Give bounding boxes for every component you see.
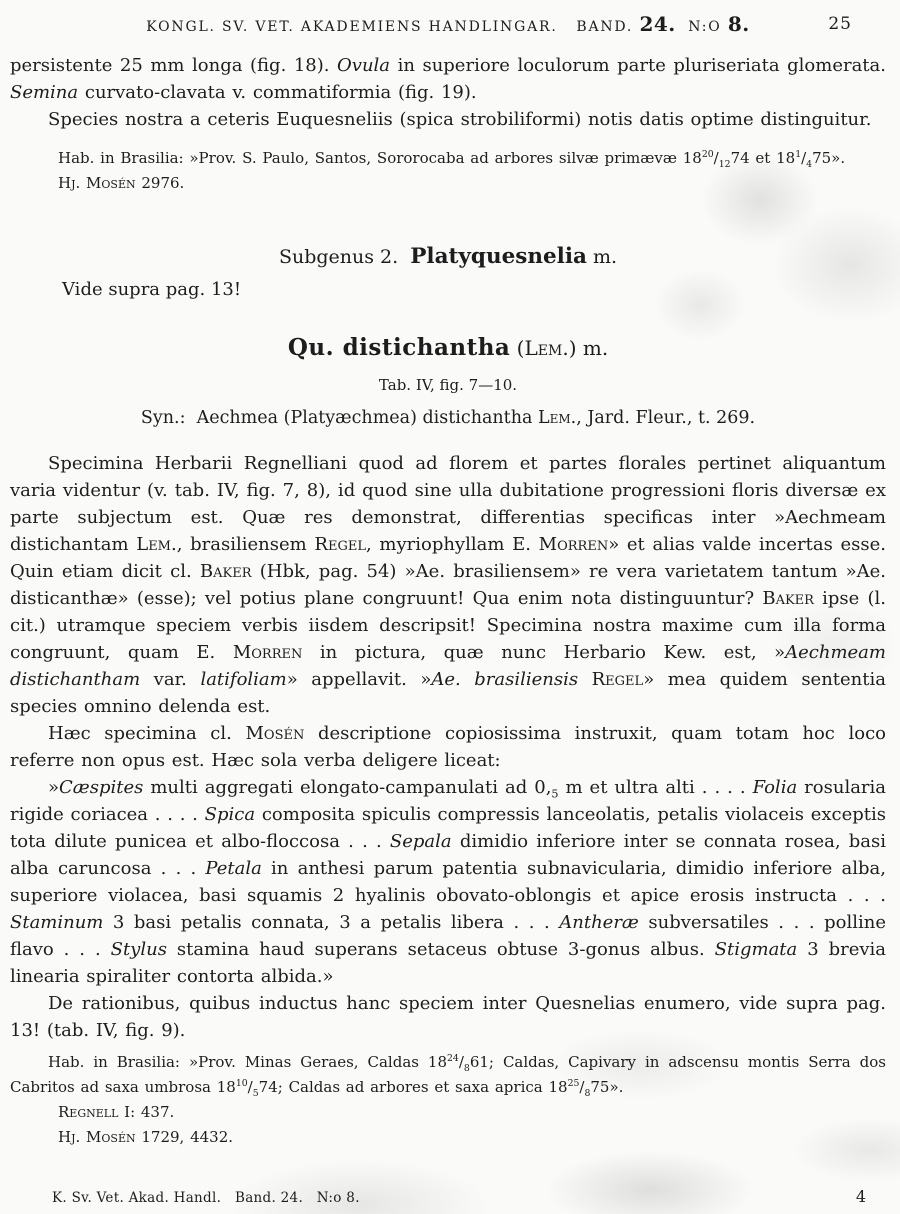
- page-footer: [52, 1187, 866, 1206]
- paragraph-caespites-description: »Cæspites multi aggregati elongato-campanulati ad $0,_5$ m et ultra alti . . . . Folia rosularia rigide coriacea . . . . Spica composita spiculis compressis lanceolatis, petalis violaceis exceptis tota dilute punicea et albo-floccosa . . . Sepala dimidio inferiore inter se connata rosea, basi alba caruncosa . . . Petala in anthesi parum patentia subnavicularia, dimidio inferiore alba, superiore violacea, basi squamis 2 hyalinis obovato-oblongis et apice erosis instructa . . . Staminum 3 basi petalis connata, 3 a petalis libera . . . Antheræ subversatiles . . . polline flavo . . . Stylus stamina haud superans setaceus obtuse 3-gonus albus. Stigmata 3 brevia linearia spiraliter contorta albida.»: [10, 777, 887, 987]
- journal-running-title: KONGL. SV. VET. AKADEMIENS HANDLINGAR. BAND. 24. N:O 8.: [146, 12, 750, 36]
- page-number: 25: [828, 14, 852, 34]
- page-header: [10, 12, 886, 38]
- paragraph-specimina: Specimina Herbarii Regnelliani quod ad florem et partes florales pertinet aliquantum varia videntur (v. tab. IV, fig. 7, 8), id quod sine ulla dubitatione progressioni floris diversæ ex parte subjectum est. Quæ res demonstrat, differentias specificas inter »Aechmeam distichantam Lem., brasiliensem Regel, myriophyllam E. Morren» et alias valde incertas esse. Quin etiam dicit cl. Baker (Hbk, pag. 54) »Ae. brasiliensem» re vera varietatem tantum »Ae. disticanthæ» (esse); vel potius plane congruunt! Qua enim nota distinguuntur? Baker ipse (l. cit.) utramque speciem verbis iisdem descripsit! Specimina nostra maxime cum illa forma congruunt, quam E. Morren in pictura, quæ nunc Herbario Kew. est, »Aechmeam distichantham var. latifoliam» appellavit. »Ae. brasiliensis Regel» mea quidem sententia species omnino delenda est.: [10, 453, 887, 717]
- vide-supra-note: Vide supra pag. 13!: [62, 279, 242, 300]
- subgenus-heading: Subgenus 2. Platyquesnelia m.: [278, 244, 618, 269]
- paragraph-ovula-semina: persistente 25 mm longa (fig. 18). Ovula in superiore loculorum parte pluriseriata glomerata. Semina curvato-clavata v. commatiformia (fig. 19).: [10, 55, 886, 103]
- species-heading: Qu. distichantha (Lem.) m.: [287, 334, 609, 361]
- mosen-reference: Hj. Mosén 1729, 4432.: [58, 1128, 234, 1146]
- paragraph-species-nostra: Species nostra a ceteris Euquesneliis (spica strobiliformi) notis datis optime distinguitur.: [48, 109, 872, 130]
- habitat-note-1: Hab. in Brasilia: »Prov. S. Paulo, Santos, Sororocaba ad arbores silvæ primævæ $18^{20}/_{12}74$ et $18^1/_475$». Hj. Mosén 2976.: [58, 149, 846, 192]
- habitat-note-2: Hab. in Brasilia: »Prov. Minas Geraes, Caldas $18^{24}/_861$; Caldas, Capivary in adscensu montis Serra dos Cabritos ad saxa umbrosa $18^{10}/_574$; Caldas ad arbores et saxa aprica $18^{25}/_875$».: [10, 1053, 886, 1099]
- footer-signature-line: K. Sv. Vet. Akad. Handl. Band. 24. N:o 8.: [52, 1190, 360, 1206]
- footer-sheet-number: 4: [855, 1187, 866, 1206]
- synonym-line: Syn.: Aechmea (Platyæchmea) distichantha Lem., Jard. Fleur., t. 269.: [140, 408, 756, 428]
- plate-reference: Tab. IV, fig. 7—10.: [378, 376, 518, 394]
- paragraph-de-rationibus: De rationibus, quibus inductus hanc speciem inter Quesnelias enumero, vide supra pag. 13! (tab. IV, fig. 9).: [10, 993, 886, 1041]
- paragraph-haec-specimina: Hæc specimina cl. Mosén descriptione copiosissima instruxit, quam totam hoc loco referre non opus est. Hæc sola verba deligere liceat:: [10, 723, 887, 771]
- regnell-reference: Regnell I: 437.: [58, 1103, 175, 1121]
